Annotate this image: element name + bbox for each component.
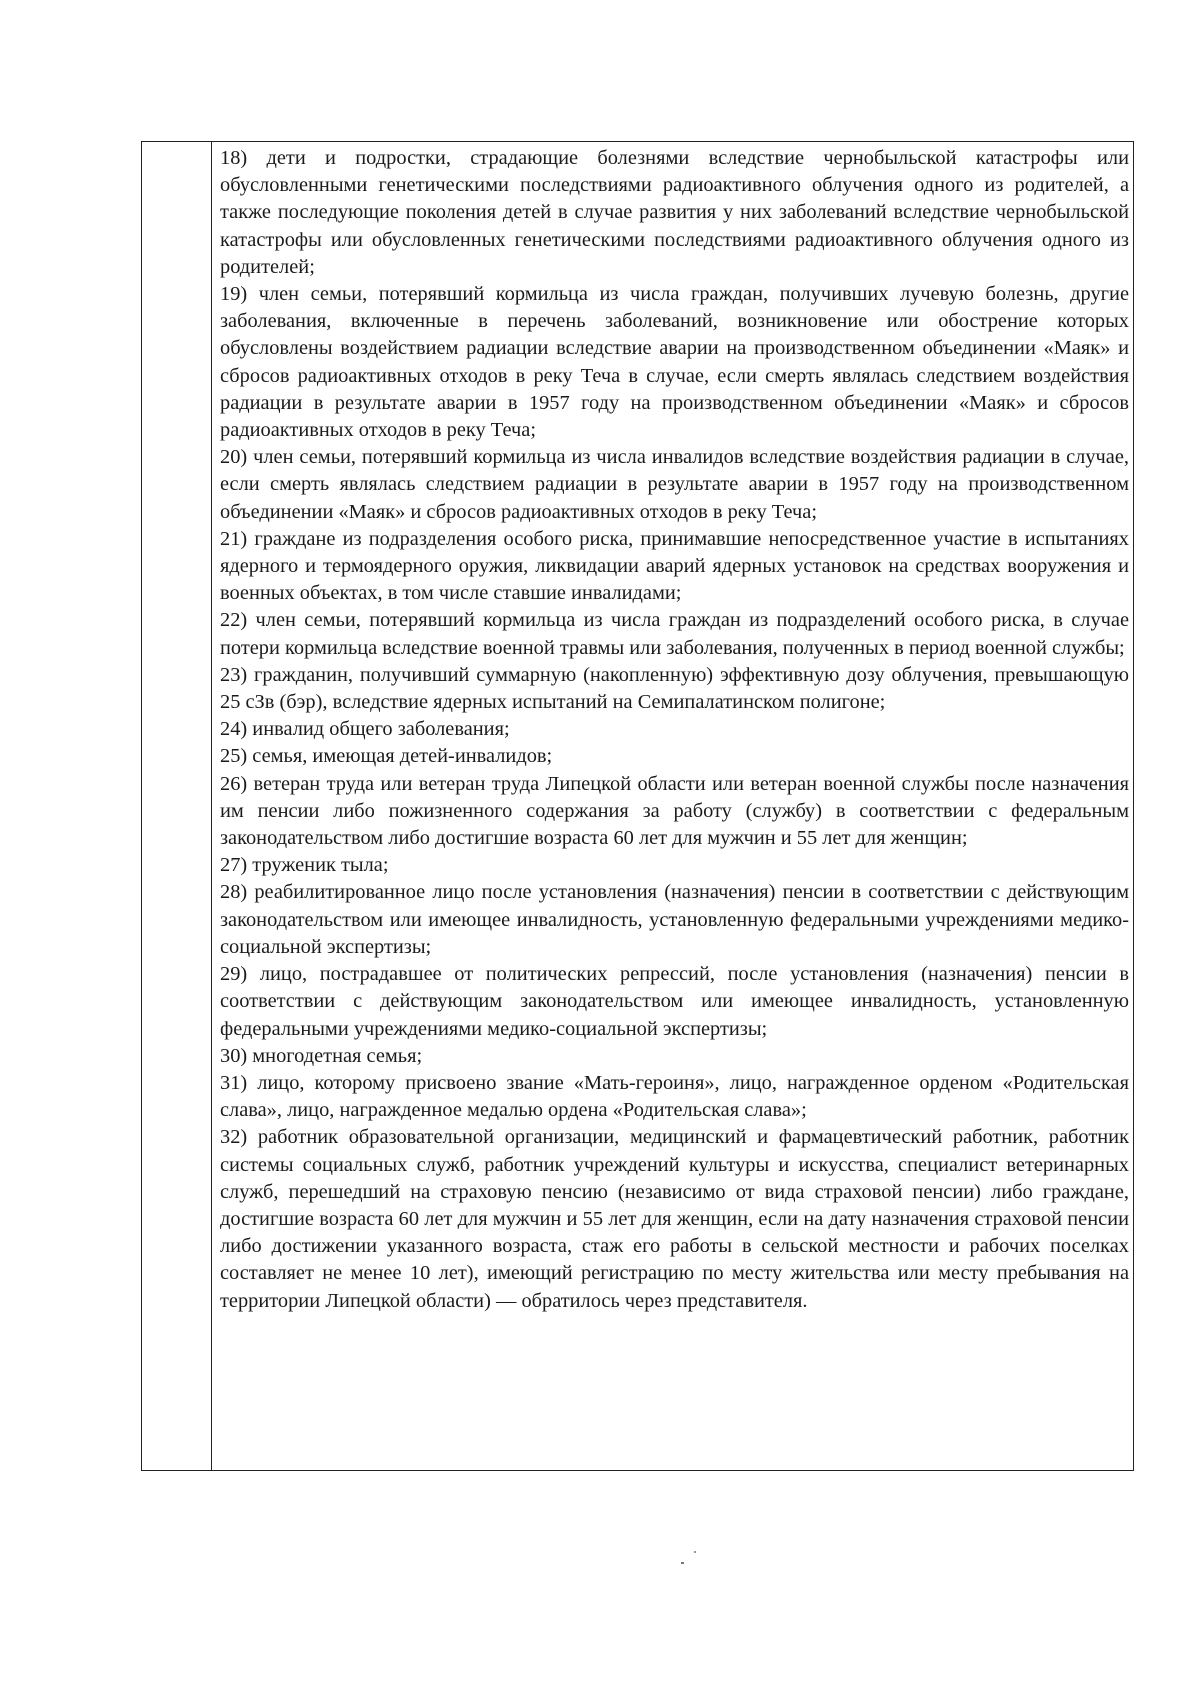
list-item-29: 29) лицо, пострадавшее от политических репрессий, после установления (назначения) пенсии в соответствии с действующим законодательством или имеющее инвалидность, установленную федеральными учреждениями медико-социальной экспертизы; [220,963,1129,1040]
content-column [212,142,1135,1470]
list-item-30: 30) многодетная семья; [220,1044,423,1067]
list-item-32: 32) работник образовательной организации, медицинский и фармацевтический работник, работник системы социальных служб, работник учреждений культуры и искусства, специалист ветеринарных служб, перешедший на страховую пенсию (независимо от вида страховой пенсии) либо граждане, достигшие возраста 60 лет для мужчин и 55 лет для женщин, если на дату назначения страховой пенсии либо достижении указанного возраста, стаж его работы в сельской местности и рабочих поселках составляет не менее 10 лет), имеющий регистрацию по месту жительства или месту пребывания на территории Липецкой области) — обратилось через представителя. [220,1126,1129,1312]
list-item-27: 27) труженик тыла; [220,854,389,877]
scan-artifact [681,1562,684,1564]
list-item-28: 28) реабилитированное лицо после установления (назначения) пенсии в соответствии с действующим законодательством или имеющее инвалидность, установленную федеральными учреждениями медико-социальной экспертизы; [220,881,1129,958]
row-number-column [142,142,212,1470]
scan-artifact [694,1551,696,1553]
list-item-23: 23) гражданин, получивший суммарную (накопленную) эффективную дозу облучения, превышающую 25 сЗв (бэр), вследствие ядерных испытаний на Семипалатинском полигоне; [220,663,1129,714]
list-item-21: 21) граждане из подразделения особого риска, принимавшие непосредственное участие в испытаниях ядерного и термоядерного оружия, ликвидации аварий ядерных установок на средствах вооружения и военных объектах, в том числе ставшие инвалидами; [220,527,1129,605]
document-table [141,141,1134,1471]
list-item-31: 31) лицо, которому присвоено звание «Мать-героиня», лицо, награжденное орденом «Родительская слава», лицо, награжденное медалью ордена «Родительская слава»; [220,1071,1129,1122]
list-item-25: 25) семья, имеющая детей-инвалидов; [220,745,553,768]
list-item-24: 24) инвалид общего заболевания; [220,718,510,741]
list-item-26: 26) ветеран труда или ветеран труда Липецкой области или ветеран военной службы после назначения им пенсии либо пожизненного содержания за работу (службу) в соответствии с федеральным законодательством либо достигшие возраста 60 лет для мужчин и 55 лет для женщин; [220,772,1129,850]
list-item-18: 18) дети и подростки, страдающие болезнями вследствие чернобыльской катастрофы или обусловленными генетическими последствиями радиоактивного облучения одного из родителей, а также последующие поколения детей в случае развития у них заболеваний вследствие чернобыльской катастрофы или обусловленных генетическими последствиями радиоактивного облучения одного из родителей; [220,147,1129,278]
list-item-22: 22) член семьи, потерявший кормильца из числа граждан из подразделений особого риска, в случае потери кормильца вследствие военной травмы или заболевания, полученных в период военной службы; [220,609,1129,659]
list-item-19: 19) член семьи, потерявший кормильца из числа граждан, получивших лучевую болезнь, другие заболевания, включенные в перечень заболеваний, возникновение или обострение которых обусловлены воздействием радиации вследствие аварии на производственном объединении «Маяк» и сбросов радиоактивных отходов в реку Теча в случае, если смерть являлась следствием воздействия радиации в результате аварии в 1957 году на производственном объединении «Маяк» и сбросов радиоактивных отходов в реку Теча; [220,283,1129,442]
list-item-20: 20) член семьи, потерявший кормильца из числа инвалидов вследствие воздействия радиации в случае, если смерть являлась следствием радиации в результате аварии в 1957 году на производственном объединении «Маяк» и сбросов радиоактивных отходов в реку Теча; [220,446,1129,523]
